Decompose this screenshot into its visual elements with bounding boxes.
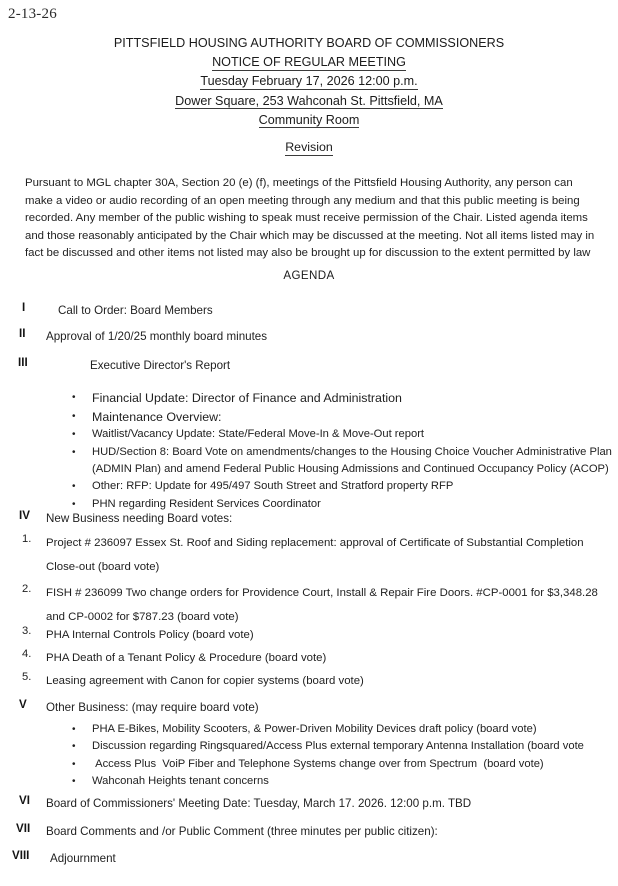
section-numeral-vii: VII	[16, 822, 31, 835]
bullet-icon: •	[72, 758, 76, 770]
header-line-notice-type: NOTICE OF REGULAR MEETING	[212, 55, 406, 70]
section-text-ii: Approval of 1/20/25 monthly board minutes	[46, 330, 268, 343]
header-line-address: Dower Square, 253 Wahconah St. Pittsfield, MA	[175, 93, 443, 108]
header-line-organization: PITTSFIELD HOUSING AUTHORITY BOARD OF COMMISSIONERS	[113, 36, 505, 50]
new-business-text-5: Leasing agreement with Canon for copier systems (board vote)	[46, 675, 364, 687]
section-text-iv: New Business needing Board votes:	[46, 512, 233, 525]
bullet-icon: •	[72, 481, 76, 493]
list-item	[72, 721, 612, 738]
list-item-label: Access Plus VoiP Fiber and Telephone Systems change over from Spectrum (board vote)	[92, 757, 544, 770]
section-numeral-vi: VI	[19, 794, 30, 807]
bullet-icon: •	[72, 776, 76, 788]
section-numeral-iii: III	[18, 356, 28, 369]
list-item-label: Waitlist/Vacancy Update: State/Federal Move-In & Move-Out report	[92, 428, 425, 441]
bullet-icon: •	[72, 429, 76, 441]
list-item	[72, 478, 612, 495]
stamp-date: 2-13-26	[8, 6, 57, 22]
section-text-vii: Board Comments and /or Public Comment (three minutes per public citizen):	[46, 825, 438, 838]
new-business-text-1: Project # 236097 Essex St. Roof and Siding replacement: approval of Certificate of Substantial Completion Close-out (board vote)	[46, 537, 584, 573]
legal-notice-paragraph: Pursuant to MGL chapter 30A, Section 20 (e) (f), meetings of the Pittsfield Housing Authority, any person can make a video or audio recording of an open meeting through any medium and that this public meeting is being recorded. Any member of the public wishing to speak must receive permission of the Chair. Listed agenda items and those reasonably anticipated by the Chair which may be discussed at the meeting. Not all items listed may in fact be discussed and other items not listed may also be brought up for discussion to the extent permitted by law	[25, 177, 595, 260]
list-item	[72, 426, 612, 443]
list-item-label: Discussion regarding Ringsquared/Access Plus external temporary Antenna Installation (board vote	[92, 740, 584, 753]
list-item	[72, 389, 612, 408]
bullet-icon: •	[72, 498, 76, 510]
new-business-text-3: PHA Internal Controls Policy (board vote)	[46, 629, 254, 641]
list-item	[72, 444, 612, 479]
list-item-label: HUD/Section 8: Board Vote on amendments/changes to the Housing Choice Voucher Administrative Plan (ADMIN Plan) and amend Federal Public Housing Admissions and Continued Occupancy Policy (ACOP)	[92, 445, 612, 475]
new-business-text-4: PHA Death of a Tenant Policy & Procedure (board vote)	[46, 652, 327, 664]
list-item-label: Maintenance Overview:	[92, 409, 222, 424]
section-text-viii: Adjournment	[50, 852, 116, 865]
list-item-label: Wahconah Heights tenant concerns	[92, 775, 269, 788]
section-text-v: Other Business: (may require board vote)	[46, 701, 259, 714]
bullet-icon: •	[72, 410, 76, 422]
new-business-number-3: 3.	[22, 625, 32, 637]
bullet-icon: •	[72, 446, 76, 458]
section-numeral-v: V	[19, 698, 27, 711]
document-header	[0, 34, 618, 130]
list-item	[72, 738, 612, 755]
header-line-room: Community Room	[258, 112, 360, 127]
section-text-vi: Board of Commissioners' Meeting Date: Tuesday, March 17. 2026. 12:00 p.m. TBD	[46, 797, 472, 810]
section-numeral-viii: VIII	[12, 849, 30, 862]
new-business-text-2: FISH # 236099 Two change orders for Providence Court, Install & Repair Fire Doors. #CP-0001 for $3,348.28 and CP-0002 for $787.23 (board vote)	[46, 587, 598, 623]
list-item-label: Other: RFP: Update for 495/497 South Street and Stratford property RFP	[92, 480, 454, 493]
bullet-icon: •	[72, 741, 76, 753]
new-business-number-5: 5.	[22, 671, 32, 683]
revision-label: Revision	[285, 140, 333, 154]
new-business-number-2: 2.	[22, 583, 32, 595]
new-business-number-1: 1.	[22, 533, 32, 545]
section-numeral-ii: II	[19, 327, 26, 340]
director-report-bullet-list	[72, 389, 612, 513]
section-text-iii: Executive Director's Report	[90, 359, 231, 372]
other-business-bullet-list	[72, 721, 612, 791]
list-item-label: Financial Update: Director of Finance and Administration	[92, 391, 402, 405]
list-item-label: PHN regarding Resident Services Coordinator	[92, 497, 321, 510]
bullet-icon: •	[72, 392, 76, 403]
header-line-datetime: Tuesday February 17, 2026 12:00 p.m.	[200, 74, 418, 89]
new-business-number-4: 4.	[22, 648, 32, 660]
list-item	[72, 773, 612, 790]
list-item	[72, 408, 612, 427]
list-item-label: PHA E-Bikes, Mobility Scooters, & Power-Driven Mobility Devices draft policy (board vote)	[92, 723, 537, 735]
list-item	[72, 756, 612, 773]
section-numeral-iv: IV	[19, 509, 30, 522]
agenda-title: AGENDA	[283, 269, 335, 282]
bullet-icon: •	[72, 724, 76, 735]
section-numeral-i: I	[22, 301, 26, 314]
section-text-i: Call to Order: Board Members	[58, 304, 213, 317]
